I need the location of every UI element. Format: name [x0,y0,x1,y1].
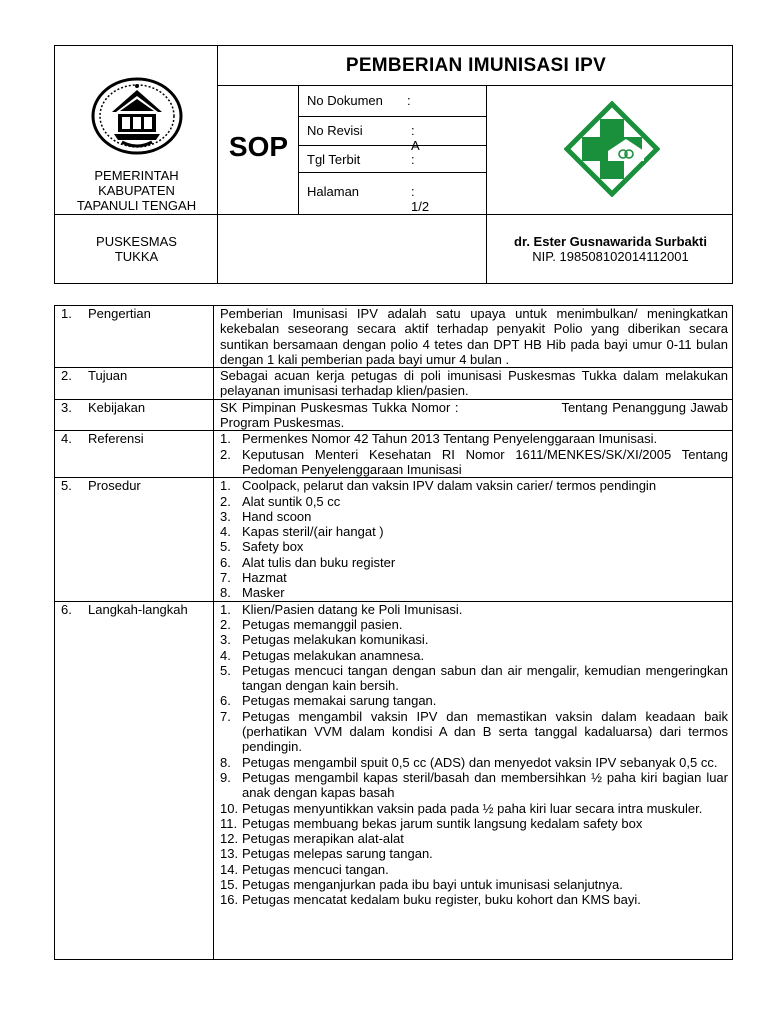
list-item-text: Petugas mencatat kedalam buku register, buku kohort dan KMS bayi. [242,892,641,908]
list-item-number: 9. [220,769,231,785]
meta-value: : 1/2 [411,184,430,214]
steps-list [220,602,728,908]
list-item-number: 8. [220,754,231,770]
sop-header [54,45,733,284]
list-item-number: 6. [220,554,231,570]
list-item [220,494,728,509]
section-number: 4. [61,431,72,447]
signatory-name: dr. Ester Gusnawarida Surbakti [514,234,707,249]
list-item [220,617,728,632]
list-item-number: 2. [220,493,231,509]
list-item [220,693,728,708]
list-item [220,801,728,816]
section-label [55,306,214,368]
meta-row-revision [307,123,420,153]
list-item-text: Petugas menganjurkan pada ibu bayi untuk imunisasi selanjutnya. [242,876,623,892]
list-item [220,602,728,617]
meta-row-issue-date [307,152,415,167]
list-item-text: Safety box [242,539,304,555]
section-label [55,478,214,601]
section-label [55,601,214,959]
list-item-text: Petugas mengambil spuit 0,5 cc (ADS) dan menyedot vaksin IPV sebanyak 0,5 cc. [242,754,718,770]
section-text: SK Pimpinan Puskesmas Tukka Nomor : Tentang Penanggung Jawab Program Puskesmas. [214,399,733,431]
list-item-text: Klien/Pasien datang ke Poli Imunisasi. [242,601,463,617]
section-list-cell [214,601,733,959]
list-item [220,816,728,831]
government-name [55,168,218,213]
meta-label: Tgl Terbit [307,152,361,167]
list-item-text: Petugas mencuci tangan. [242,861,389,877]
document-title: PEMBERIAN IMUNISASI IPV [345,54,607,76]
list-item-number: 2. [220,446,231,462]
list-item-text: Coolpack, pelarut dan vaksin IPV dalam vaksin carier/ termos pendingin [242,478,657,494]
list-item-number: 1. [220,601,231,617]
list-item-number: 4. [220,647,231,663]
list-item-number: 4. [220,524,231,540]
list-item-number: 11. [220,815,238,831]
list-item-number: 12. [220,831,239,847]
section-label [55,368,214,400]
list-item-number: 8. [220,585,231,601]
meta-row-document-number [307,93,411,108]
list-item-text: Petugas mengambil vaksin IPV dan memastikan vaksin dalam keadaan baik (perhatikan VVM dalam kondisi A dan B serta tanggal kadaluarsa) dari termos pendingin. [242,708,728,755]
list-item-number: 13. [220,846,239,862]
list-item-number: 7. [220,708,231,724]
list-item [220,709,728,755]
government-line: TAPANULI TENGAH [76,198,197,213]
list-item-text: Petugas mengambil kapas steril/basah dan membersihkan ½ paha kiri bagian luar anak dengan kapas basah [242,769,728,801]
section-row-kebijakan [55,399,733,431]
list-item-number: 6. [220,693,231,709]
section-text: Sebagai acuan kerja petugas di poli imunisasi Puskesmas Tukka dalam melakukan pelayanan imunisasi terhadap klien/pasien. [214,368,733,400]
sop-label: SOP [228,131,289,162]
list-item [220,524,728,539]
government-line: PEMERINTAH [94,168,179,183]
section-row-pengertian [55,306,733,368]
section-row-langkah [55,601,733,959]
list-item-number: 1. [220,478,231,494]
list-item [220,831,728,846]
list-item [220,877,728,892]
list-item-text: Petugas mencuci tangan dengan sabun dan air mengalir, kemudian mengeringkan tangan dengan kain bersih. [242,662,728,694]
list-item-number: 5. [220,539,231,555]
signatory-nip: NIP. 198508102014112001 [532,249,689,264]
list-item [220,555,728,570]
meta-label: No Dokumen [307,93,383,108]
list-item-text: Petugas memakai sarung tangan. [242,693,437,709]
meta-label: Halaman [307,184,360,199]
list-item [220,755,728,770]
signatory [487,234,734,264]
list-item [220,509,728,524]
sop-content-table [54,305,733,960]
list-item-number: 10. [220,800,239,816]
list-item [220,478,728,493]
list-item-number: 5. [220,662,231,678]
procedure-list [220,478,728,600]
list-item-number: 3. [220,632,231,648]
list-item-text: Petugas membuang bekas jarum suntik langsung kedalam safety box [242,815,643,831]
puskesmas-line: PUSKESMAS [96,234,177,249]
list-item-number: 1. [220,431,231,447]
list-item-number: 16. [220,892,239,908]
list-item-text: Keputusan Menteri Kesehatan RI Nomor 1611/MENKES/SK/XI/2005 Tentang Pedoman Penyelenggaraan Imunisasi [242,446,728,477]
list-item-text: Petugas melakukan komunikasi. [242,632,429,648]
list-item [220,632,728,647]
section-number: 1. [61,306,72,321]
list-item [220,770,728,801]
puskesmas-line: TUKKA [114,249,159,264]
list-item-number: 15. [220,876,239,892]
list-item-text: Hand scoon [242,508,312,524]
section-row-tujuan [55,368,733,400]
section-list-cell [214,478,733,601]
puskesmas-name [55,234,218,264]
puskesmas-logo [564,101,660,197]
list-item-number: 14. [220,861,239,877]
section-number: 2. [61,368,72,384]
list-item-text: Petugas memanggil pasien. [242,616,403,632]
list-item [220,447,728,478]
meta-value: : [407,93,411,108]
meta-row-page [307,184,430,214]
list-item [220,862,728,877]
list-item-text: Petugas melakukan anamnesa. [242,647,425,663]
section-row-referensi [55,431,733,478]
regency-emblem-logo [90,76,184,156]
reference-list [220,431,728,477]
list-item-number: 2. [220,616,231,632]
list-item-text: Petugas menyuntikkan vaksin pada pada ½ paha kiri luar secara intra muskuler. [242,800,703,816]
list-item-number: 7. [220,570,231,586]
list-item-text: Alat tulis dan buku register [242,554,396,570]
section-row-prosedur [55,478,733,601]
list-item [220,539,728,554]
section-number: 6. [61,601,72,617]
list-item-text: Alat suntik 0,5 cc [242,493,341,509]
list-item [220,892,728,907]
section-number: 5. [61,478,72,494]
meta-label: No Revisi [307,123,363,138]
list-item-text: Kapas steril/(air hangat ) [242,524,384,540]
section-title: Tujuan [88,368,128,384]
list-item-text: Masker [242,585,285,601]
section-title: Langkah-langkah [88,601,188,617]
section-text: Pemberian Imunisasi IPV adalah satu upaya untuk menimbulkan/ meningkatkan kekebalan seseorang secara aktif terhadap penyakit Polio yang diberikan secara suntikan bersamaan dengan polio 4 tetes dan DPT HB Hib pada bayi umur 0-11 bulan dengan 1 kali pemberian pada bayi umur 4 bulan . [214,306,733,368]
list-item-number: 3. [220,508,231,524]
list-item [220,663,728,694]
list-item [220,846,728,861]
section-label [55,431,214,478]
section-list-cell [214,431,733,478]
section-title: Kebijakan [88,399,146,415]
section-label [55,399,214,431]
meta-value: : [411,152,415,167]
section-title: Pengertian [88,306,151,321]
section-number: 3. [61,399,72,415]
list-item-text: Hazmat [242,570,287,586]
list-item-text: Petugas melepas sarung tangan. [242,846,433,862]
list-item [220,648,728,663]
section-title: Prosedur [88,478,141,494]
list-item-text: Permenkes Nomor 42 Tahun 2013 Tentang Penyelenggaraan Imunisasi. [242,431,658,447]
meta-value: : A [411,123,420,153]
list-item [220,431,728,446]
list-item-text: Petugas merapikan alat-alat [242,831,404,847]
list-item [220,570,728,585]
government-line: KABUPATEN [98,183,175,198]
list-item [220,585,728,600]
section-title: Referensi [88,431,144,447]
